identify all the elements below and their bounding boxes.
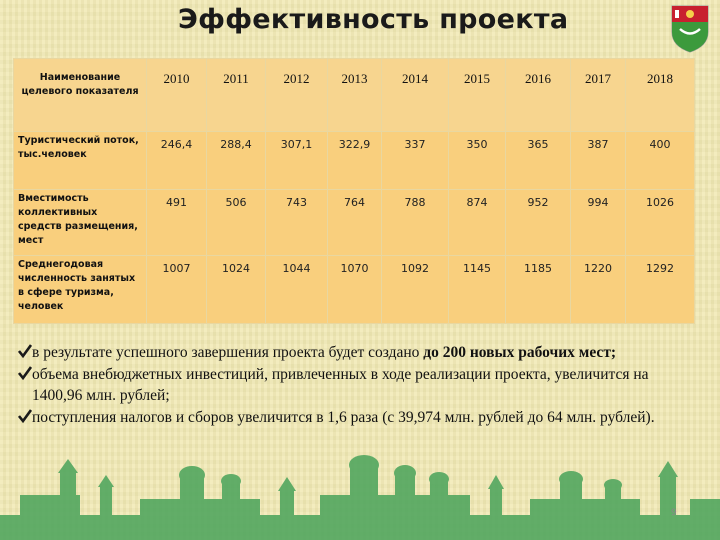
table-cell: 874 (449, 190, 506, 256)
table-cell: 1145 (449, 256, 506, 324)
table-cell: 337 (382, 132, 449, 190)
page-number: 9 (671, 508, 677, 518)
table-cell: 1044 (266, 256, 328, 324)
bullet-item (32, 364, 692, 407)
bullet-list (32, 342, 692, 428)
table-cell: 1070 (328, 256, 382, 324)
table-cell: 1092 (382, 256, 449, 324)
bullet-text: объема внебюджетных инвестиций, привлеченных в ходе реализации проекта, увеличится на 1400,96 млн. рублей; (32, 365, 649, 404)
table-row (14, 256, 695, 324)
bullet-text: в результате успешного завершения проекта будет создано (32, 344, 424, 361)
table-cell: 322,9 (328, 132, 382, 190)
year-header: 2016 (506, 59, 571, 132)
bullet-text: поступления налогов и сборов увеличится в 1,6 раза (с 39,974 млн. рублей до 64 млн. рублей). (32, 408, 655, 426)
checkmark-icon (18, 366, 32, 380)
coat-of-arms-icon (668, 2, 712, 54)
table-row (14, 190, 695, 256)
table-cell: 1026 (626, 190, 695, 256)
table-cell: 1292 (626, 256, 695, 324)
page-title: Эффективность проекта (178, 4, 569, 35)
year-header: 2011 (207, 59, 266, 132)
table-cell: 952 (506, 190, 571, 256)
table-row (14, 132, 695, 190)
table-cell: 1185 (506, 256, 571, 324)
table-cell: 1220 (571, 256, 626, 324)
row-label: Вместимость коллективных средств размещения, мест (14, 190, 147, 256)
table-cell: 788 (382, 190, 449, 256)
year-header: 2017 (571, 59, 626, 132)
year-header: 2010 (147, 59, 207, 132)
indicators-table (13, 58, 695, 324)
year-header: 2013 (328, 59, 382, 132)
table-cell: 1007 (147, 256, 207, 324)
table-cell: 246,4 (147, 132, 207, 190)
bullet-item (32, 407, 692, 429)
year-header: 2015 (449, 59, 506, 132)
table-cell: 743 (266, 190, 328, 256)
year-header: 2012 (266, 59, 328, 132)
table-header-row (14, 59, 695, 132)
table-cell: 288,4 (207, 132, 266, 190)
table-cell: 350 (449, 132, 506, 190)
table-cell: 365 (506, 132, 571, 190)
table-cell: 764 (328, 190, 382, 256)
table-cell: 400 (626, 132, 695, 190)
year-header: 2014 (382, 59, 449, 132)
table-cell: 491 (147, 190, 207, 256)
year-header: 2018 (626, 59, 695, 132)
row-label: Туристический поток, тыс.человек (14, 132, 147, 190)
row-label: Среднегодовая численность занятых в сфере туризма, человек (14, 256, 147, 324)
checkmark-icon (18, 344, 32, 358)
checkmark-icon (18, 409, 32, 423)
table-cell: 1024 (207, 256, 266, 324)
table-cell: 506 (207, 190, 266, 256)
table-cell: 307,1 (266, 132, 328, 190)
header-indicator-label: Наименование целевого показателя (14, 59, 147, 132)
table-cell: 387 (571, 132, 626, 190)
table-cell: 994 (571, 190, 626, 256)
bullet-highlight: до 200 новых рабочих мест; (423, 344, 617, 361)
monastery-skyline-decoration (0, 455, 720, 540)
bullet-item (32, 342, 692, 364)
